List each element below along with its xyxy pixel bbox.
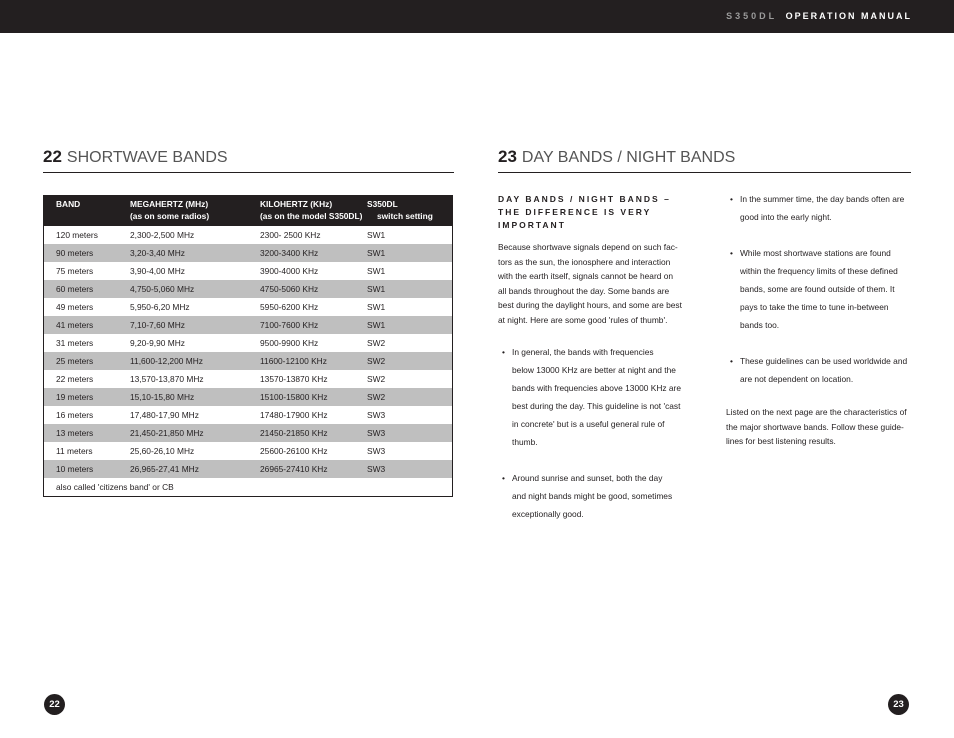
intro-line: all bands throughout the day. Some bands are xyxy=(498,285,670,296)
cell-switch: SW1 xyxy=(367,244,453,262)
bullet-line: • While most shortwave stations are found xyxy=(740,248,891,258)
cell-switch: SW3 xyxy=(367,424,453,442)
intro-line: Because shortwave signals depend on such fac- xyxy=(498,242,678,252)
table-row xyxy=(44,334,453,352)
cell-band: 120 meters xyxy=(56,230,98,240)
section-title: DAY BANDS / NIGHT BANDS xyxy=(521,149,736,166)
cell-mhz: 17,480-17,90 MHz xyxy=(130,410,199,420)
cell-switch: SW1 xyxy=(367,316,453,334)
cell-khz: 5950-6200 KHz xyxy=(260,302,319,312)
header-bar xyxy=(0,0,954,33)
cell-switch: SW1 xyxy=(367,302,386,312)
cell-khz: 3200-3400 KHz xyxy=(260,244,367,262)
cell-mhz: 13,570-13,870 MHz xyxy=(130,374,204,384)
cell-mhz: 15,10-15,80 MHz xyxy=(130,388,260,406)
intro-line: at night. Here are some good 'rules of thumb'. xyxy=(498,314,668,325)
cell-band: 49 meters xyxy=(56,302,94,312)
cell-mhz: 2,300-2,500 MHz xyxy=(130,230,195,240)
section-number: 23 xyxy=(498,147,517,166)
cell-khz: 13570-13870 KHz xyxy=(260,374,328,384)
bullet-line: • Around sunrise and sunset, both the day xyxy=(512,473,663,483)
page-number-right: 23 xyxy=(888,694,909,715)
table-row xyxy=(44,370,453,388)
header-manual: OPERATION MANUAL xyxy=(785,11,912,21)
table-row xyxy=(44,316,453,334)
cell-khz: 3900-4000 KHz xyxy=(260,266,319,276)
section-title: SHORTWAVE BANDS xyxy=(66,149,228,166)
cell-band: 22 meters xyxy=(56,374,94,384)
cell-khz: 21450-21850 KHz xyxy=(260,424,367,442)
cell-switch: SW1 xyxy=(367,280,453,298)
bullet-line: best during the day. This guideline is not 'cast xyxy=(512,401,681,411)
cell-switch: SW3 xyxy=(367,410,386,420)
section-number: 22 xyxy=(43,147,62,166)
bullet-line: bands too. xyxy=(740,320,780,330)
closing-line: the major shortwave bands. Follow these guide- xyxy=(726,421,904,432)
closing-line: Listed on the next page are the characteristics of xyxy=(726,407,907,417)
bullet-line: good into the early night. xyxy=(740,212,832,222)
cell-band: 16 meters xyxy=(56,410,94,420)
bullet-line: are not dependent on location. xyxy=(740,374,854,384)
bullet-line: and night bands might be good, sometimes xyxy=(512,491,673,501)
intro-line: best during the daylight hours, and some are best xyxy=(498,300,682,310)
bullet-item xyxy=(500,343,700,451)
bullet-item xyxy=(728,190,928,226)
cell-mhz: 5,950-6,20 MHz xyxy=(130,302,190,312)
cell-band: 11 meters xyxy=(56,446,93,456)
cell-band: 75 meters xyxy=(56,266,94,276)
cell-khz: 9500-9900 KHz xyxy=(260,338,319,348)
table-footnote: also called 'citizens band' or CB xyxy=(56,482,174,492)
bullet-line: • In general, the bands with frequencies xyxy=(512,347,654,357)
cell-khz: 15100-15800 KHz xyxy=(260,388,367,406)
cell-switch: SW1 xyxy=(367,266,386,276)
bullets-column-2 xyxy=(728,190,928,388)
table-row xyxy=(44,460,453,478)
col-header-switch-sub: switch setting xyxy=(377,211,433,221)
cell-band: 13 meters xyxy=(44,424,131,442)
col-header-khz-sub: (as on the model S350DL) xyxy=(260,211,363,221)
closing-paragraph xyxy=(726,405,926,449)
bullet-line: within the frequency limits of these defined xyxy=(740,266,898,276)
cell-switch: SW2 xyxy=(367,374,386,384)
bullet-item xyxy=(728,352,928,388)
cell-switch: SW2 xyxy=(367,338,386,348)
section-heading-shortwave-bands xyxy=(43,147,454,173)
cell-khz: 25600-26100 KHz xyxy=(260,446,328,456)
bullet-line: exceptionally good. xyxy=(512,509,584,519)
subheading-difference: DAY BANDS / NIGHT BANDS – THE DIFFERENCE IS VERY IMPORTANT xyxy=(498,194,671,230)
cell-mhz: 26,965-27,41 MHz xyxy=(130,460,260,478)
cell-switch: SW3 xyxy=(367,460,453,478)
bullet-line: in concrete' but is a useful general rule of xyxy=(512,419,665,429)
bullet-line: pays to take the time to tune in-between xyxy=(740,302,889,312)
cell-band: 19 meters xyxy=(44,388,131,406)
cell-khz: 2300- 2500 KHz xyxy=(260,230,321,240)
cell-khz: 26965-27410 KHz xyxy=(260,460,367,478)
table-row xyxy=(44,352,453,370)
cell-mhz: 11,600-12,200 MHz xyxy=(130,352,260,370)
col-header-switch: S350DL xyxy=(367,199,398,209)
intro-line: tors as the sun, the ionosphere and interaction xyxy=(498,256,671,267)
table-row xyxy=(44,442,453,460)
cell-mhz: 25,60-26,10 MHz xyxy=(130,446,195,456)
cell-mhz: 3,20-3,40 MHz xyxy=(130,244,260,262)
table-footnote-row xyxy=(44,478,453,497)
intro-line: with the earth itself, signals cannot be heard on xyxy=(498,271,674,281)
cell-mhz: 21,450-21,850 MHz xyxy=(130,424,260,442)
shortwave-bands-table xyxy=(43,195,453,497)
header-title xyxy=(726,11,912,21)
cell-band: 31 meters xyxy=(56,338,94,348)
bullets-column-1 xyxy=(500,343,700,523)
bullet-line: below 13000 KHz are better at night and the xyxy=(512,365,676,375)
closing-line: lines for best listening results. xyxy=(726,436,836,446)
cell-khz: 11600-12100 KHz xyxy=(260,352,367,370)
cell-band: 90 meters xyxy=(44,244,131,262)
cell-mhz: 4,750-5,060 MHz xyxy=(130,280,260,298)
cell-khz: 7100-7600 KHz xyxy=(260,316,367,334)
cell-band: 41 meters xyxy=(44,316,131,334)
page-number-left: 22 xyxy=(44,694,65,715)
section-heading-day-night-bands xyxy=(498,147,911,173)
cell-khz: 17480-17900 KHz xyxy=(260,410,328,420)
col-header-khz: KILOHERTZ (KHz) xyxy=(260,199,333,209)
cell-band: 60 meters xyxy=(44,280,131,298)
cell-switch: SW3 xyxy=(367,446,386,456)
table-row xyxy=(44,298,453,316)
table-row xyxy=(44,388,453,406)
bullet-line: bands with frequencies above 13000 KHz are xyxy=(512,383,682,393)
cell-band: 10 meters xyxy=(44,460,131,478)
bullet-line: • These guidelines can be used worldwide and xyxy=(740,356,908,366)
bullet-item xyxy=(728,244,928,334)
table-row xyxy=(44,226,453,244)
col-header-mhz: MEGAHERTZ (MHz) (as on some radios) xyxy=(130,196,260,227)
table-header-row xyxy=(44,196,453,227)
table-row xyxy=(44,406,453,424)
table-row xyxy=(44,244,453,262)
intro-paragraph xyxy=(498,240,698,327)
cell-mhz: 3,90-4,00 MHz xyxy=(130,266,185,276)
cell-mhz: 9,20-9,90 MHz xyxy=(130,338,185,348)
cell-khz: 4750-5060 KHz xyxy=(260,280,367,298)
bullet-line: bands, some are found outside of them. It xyxy=(740,284,895,294)
cell-switch: SW1 xyxy=(367,230,386,240)
bullet-line: thumb. xyxy=(512,437,538,447)
bullet-item xyxy=(500,469,700,523)
table-row xyxy=(44,424,453,442)
cell-band: 25 meters xyxy=(44,352,131,370)
header-model: S350DL xyxy=(726,11,778,21)
cell-switch: SW2 xyxy=(367,388,453,406)
bullet-line: • In the summer time, the day bands often are xyxy=(740,194,905,204)
table-row xyxy=(44,280,453,298)
cell-mhz: 7,10-7,60 MHz xyxy=(130,316,260,334)
cell-switch: SW2 xyxy=(367,352,453,370)
table-row xyxy=(44,262,453,280)
col-header-khz-switch xyxy=(260,196,453,227)
col-header-band: BAND xyxy=(44,196,131,227)
